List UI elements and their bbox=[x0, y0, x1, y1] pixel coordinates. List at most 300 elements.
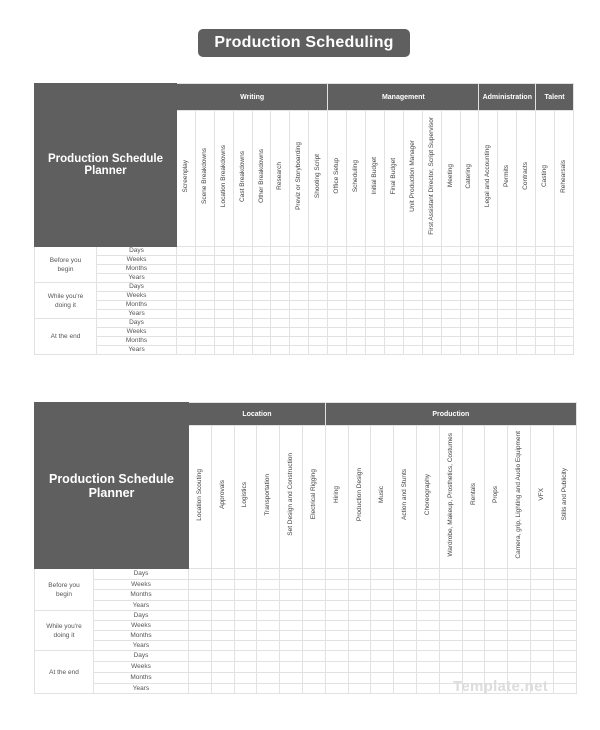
schedule-cell[interactable] bbox=[394, 651, 417, 662]
schedule-cell[interactable] bbox=[417, 651, 440, 662]
schedule-cell[interactable] bbox=[177, 346, 196, 355]
schedule-cell[interactable] bbox=[371, 621, 394, 631]
schedule-cell[interactable] bbox=[555, 256, 574, 265]
schedule-cell[interactable] bbox=[348, 662, 371, 673]
schedule-cell[interactable] bbox=[498, 328, 517, 337]
schedule-cell[interactable] bbox=[214, 319, 233, 328]
schedule-cell[interactable] bbox=[309, 328, 328, 337]
schedule-cell[interactable] bbox=[325, 651, 348, 662]
schedule-cell[interactable] bbox=[460, 319, 479, 328]
schedule-cell[interactable] bbox=[485, 580, 508, 590]
schedule-cell[interactable] bbox=[177, 319, 196, 328]
schedule-cell[interactable] bbox=[233, 265, 252, 274]
schedule-cell[interactable] bbox=[195, 301, 214, 310]
schedule-cell[interactable] bbox=[257, 569, 280, 580]
schedule-cell[interactable] bbox=[271, 274, 290, 283]
schedule-cell[interactable] bbox=[485, 611, 508, 621]
schedule-cell[interactable] bbox=[271, 346, 290, 355]
schedule-cell[interactable] bbox=[394, 590, 417, 601]
schedule-cell[interactable] bbox=[498, 256, 517, 265]
schedule-cell[interactable] bbox=[177, 337, 196, 346]
schedule-cell[interactable] bbox=[384, 310, 403, 319]
schedule-cell[interactable] bbox=[536, 337, 555, 346]
schedule-cell[interactable] bbox=[302, 601, 325, 611]
schedule-cell[interactable] bbox=[257, 651, 280, 662]
schedule-cell[interactable] bbox=[417, 590, 440, 601]
schedule-cell[interactable] bbox=[417, 631, 440, 641]
schedule-cell[interactable] bbox=[422, 283, 441, 292]
schedule-cell[interactable] bbox=[280, 641, 303, 651]
schedule-cell[interactable] bbox=[371, 684, 394, 694]
schedule-cell[interactable] bbox=[271, 319, 290, 328]
schedule-cell[interactable] bbox=[233, 310, 252, 319]
schedule-cell[interactable] bbox=[195, 265, 214, 274]
schedule-cell[interactable] bbox=[271, 247, 290, 256]
schedule-cell[interactable] bbox=[485, 590, 508, 601]
schedule-cell[interactable] bbox=[555, 283, 574, 292]
schedule-cell[interactable] bbox=[394, 641, 417, 651]
schedule-cell[interactable] bbox=[328, 283, 347, 292]
schedule-cell[interactable] bbox=[290, 310, 309, 319]
schedule-cell[interactable] bbox=[233, 319, 252, 328]
schedule-cell[interactable] bbox=[517, 337, 536, 346]
schedule-cell[interactable] bbox=[257, 601, 280, 611]
schedule-cell[interactable] bbox=[508, 611, 531, 621]
schedule-cell[interactable] bbox=[214, 274, 233, 283]
schedule-cell[interactable] bbox=[366, 292, 385, 301]
schedule-cell[interactable] bbox=[280, 590, 303, 601]
schedule-cell[interactable] bbox=[325, 621, 348, 631]
schedule-cell[interactable] bbox=[177, 283, 196, 292]
schedule-cell[interactable] bbox=[347, 337, 366, 346]
schedule-cell[interactable] bbox=[309, 301, 328, 310]
schedule-cell[interactable] bbox=[177, 328, 196, 337]
schedule-cell[interactable] bbox=[531, 631, 554, 641]
schedule-cell[interactable] bbox=[517, 283, 536, 292]
schedule-cell[interactable] bbox=[517, 265, 536, 274]
schedule-cell[interactable] bbox=[462, 611, 485, 621]
schedule-cell[interactable] bbox=[394, 662, 417, 673]
schedule-cell[interactable] bbox=[189, 590, 212, 601]
schedule-cell[interactable] bbox=[328, 247, 347, 256]
schedule-cell[interactable] bbox=[553, 641, 576, 651]
schedule-cell[interactable] bbox=[177, 301, 196, 310]
schedule-cell[interactable] bbox=[384, 292, 403, 301]
schedule-cell[interactable] bbox=[553, 651, 576, 662]
schedule-cell[interactable] bbox=[347, 292, 366, 301]
schedule-cell[interactable] bbox=[439, 580, 462, 590]
schedule-cell[interactable] bbox=[211, 621, 234, 631]
schedule-cell[interactable] bbox=[555, 346, 574, 355]
schedule-cell[interactable] bbox=[257, 673, 280, 684]
schedule-cell[interactable] bbox=[347, 310, 366, 319]
schedule-cell[interactable] bbox=[302, 590, 325, 601]
schedule-cell[interactable] bbox=[531, 611, 554, 621]
schedule-cell[interactable] bbox=[234, 569, 257, 580]
schedule-cell[interactable] bbox=[479, 337, 498, 346]
schedule-cell[interactable] bbox=[252, 310, 271, 319]
schedule-cell[interactable] bbox=[371, 651, 394, 662]
schedule-cell[interactable] bbox=[517, 319, 536, 328]
schedule-cell[interactable] bbox=[234, 641, 257, 651]
schedule-cell[interactable] bbox=[214, 265, 233, 274]
schedule-cell[interactable] bbox=[195, 337, 214, 346]
schedule-cell[interactable] bbox=[233, 283, 252, 292]
schedule-cell[interactable] bbox=[553, 631, 576, 641]
schedule-cell[interactable] bbox=[394, 684, 417, 694]
schedule-cell[interactable] bbox=[348, 590, 371, 601]
schedule-cell[interactable] bbox=[555, 319, 574, 328]
schedule-cell[interactable] bbox=[280, 611, 303, 621]
schedule-cell[interactable] bbox=[394, 601, 417, 611]
schedule-cell[interactable] bbox=[439, 631, 462, 641]
schedule-cell[interactable] bbox=[508, 662, 531, 673]
schedule-cell[interactable] bbox=[195, 328, 214, 337]
schedule-cell[interactable] bbox=[177, 274, 196, 283]
schedule-cell[interactable] bbox=[366, 310, 385, 319]
schedule-cell[interactable] bbox=[417, 684, 440, 694]
schedule-cell[interactable] bbox=[347, 283, 366, 292]
schedule-cell[interactable] bbox=[462, 569, 485, 580]
schedule-cell[interactable] bbox=[508, 590, 531, 601]
schedule-cell[interactable] bbox=[211, 684, 234, 694]
schedule-cell[interactable] bbox=[234, 662, 257, 673]
schedule-cell[interactable] bbox=[460, 337, 479, 346]
schedule-cell[interactable] bbox=[553, 580, 576, 590]
schedule-cell[interactable] bbox=[177, 265, 196, 274]
schedule-cell[interactable] bbox=[233, 328, 252, 337]
schedule-cell[interactable] bbox=[280, 580, 303, 590]
schedule-cell[interactable] bbox=[498, 247, 517, 256]
schedule-cell[interactable] bbox=[498, 274, 517, 283]
schedule-cell[interactable] bbox=[366, 256, 385, 265]
schedule-cell[interactable] bbox=[394, 569, 417, 580]
schedule-cell[interactable] bbox=[394, 621, 417, 631]
schedule-cell[interactable] bbox=[517, 247, 536, 256]
schedule-cell[interactable] bbox=[394, 611, 417, 621]
schedule-cell[interactable] bbox=[252, 328, 271, 337]
schedule-cell[interactable] bbox=[403, 328, 422, 337]
schedule-cell[interactable] bbox=[417, 611, 440, 621]
schedule-cell[interactable] bbox=[439, 601, 462, 611]
schedule-cell[interactable] bbox=[271, 256, 290, 265]
schedule-cell[interactable] bbox=[234, 590, 257, 601]
schedule-cell[interactable] bbox=[384, 337, 403, 346]
schedule-cell[interactable] bbox=[328, 346, 347, 355]
schedule-cell[interactable] bbox=[302, 651, 325, 662]
schedule-cell[interactable] bbox=[394, 631, 417, 641]
schedule-cell[interactable] bbox=[508, 641, 531, 651]
schedule-cell[interactable] bbox=[325, 641, 348, 651]
schedule-cell[interactable] bbox=[257, 621, 280, 631]
schedule-cell[interactable] bbox=[302, 641, 325, 651]
schedule-cell[interactable] bbox=[553, 673, 576, 684]
schedule-cell[interactable] bbox=[498, 310, 517, 319]
schedule-cell[interactable] bbox=[460, 274, 479, 283]
schedule-cell[interactable] bbox=[348, 651, 371, 662]
schedule-cell[interactable] bbox=[309, 247, 328, 256]
schedule-cell[interactable] bbox=[234, 611, 257, 621]
schedule-cell[interactable] bbox=[348, 673, 371, 684]
schedule-cell[interactable] bbox=[460, 265, 479, 274]
schedule-cell[interactable] bbox=[441, 337, 460, 346]
schedule-cell[interactable] bbox=[403, 319, 422, 328]
schedule-cell[interactable] bbox=[177, 310, 196, 319]
schedule-cell[interactable] bbox=[189, 651, 212, 662]
schedule-cell[interactable] bbox=[422, 310, 441, 319]
schedule-cell[interactable] bbox=[302, 580, 325, 590]
schedule-cell[interactable] bbox=[531, 590, 554, 601]
schedule-cell[interactable] bbox=[347, 247, 366, 256]
schedule-cell[interactable] bbox=[441, 256, 460, 265]
schedule-cell[interactable] bbox=[257, 684, 280, 694]
schedule-cell[interactable] bbox=[214, 283, 233, 292]
schedule-cell[interactable] bbox=[189, 601, 212, 611]
schedule-cell[interactable] bbox=[347, 265, 366, 274]
schedule-cell[interactable] bbox=[403, 274, 422, 283]
schedule-cell[interactable] bbox=[384, 301, 403, 310]
schedule-cell[interactable] bbox=[348, 580, 371, 590]
schedule-cell[interactable] bbox=[498, 319, 517, 328]
schedule-cell[interactable] bbox=[479, 274, 498, 283]
schedule-cell[interactable] bbox=[347, 301, 366, 310]
schedule-cell[interactable] bbox=[422, 319, 441, 328]
schedule-cell[interactable] bbox=[508, 569, 531, 580]
schedule-cell[interactable] bbox=[309, 292, 328, 301]
schedule-cell[interactable] bbox=[498, 301, 517, 310]
schedule-cell[interactable] bbox=[271, 328, 290, 337]
schedule-cell[interactable] bbox=[462, 641, 485, 651]
schedule-cell[interactable] bbox=[403, 265, 422, 274]
schedule-cell[interactable] bbox=[462, 580, 485, 590]
schedule-cell[interactable] bbox=[439, 662, 462, 673]
schedule-cell[interactable] bbox=[252, 292, 271, 301]
schedule-cell[interactable] bbox=[325, 684, 348, 694]
schedule-cell[interactable] bbox=[177, 247, 196, 256]
schedule-cell[interactable] bbox=[214, 256, 233, 265]
schedule-cell[interactable] bbox=[257, 631, 280, 641]
schedule-cell[interactable] bbox=[417, 601, 440, 611]
schedule-cell[interactable] bbox=[479, 301, 498, 310]
schedule-cell[interactable] bbox=[462, 631, 485, 641]
schedule-cell[interactable] bbox=[553, 601, 576, 611]
schedule-cell[interactable] bbox=[325, 673, 348, 684]
schedule-cell[interactable] bbox=[252, 337, 271, 346]
schedule-cell[interactable] bbox=[479, 292, 498, 301]
schedule-cell[interactable] bbox=[211, 631, 234, 641]
schedule-cell[interactable] bbox=[517, 256, 536, 265]
schedule-cell[interactable] bbox=[366, 283, 385, 292]
schedule-cell[interactable] bbox=[214, 292, 233, 301]
schedule-cell[interactable] bbox=[517, 346, 536, 355]
schedule-cell[interactable] bbox=[384, 346, 403, 355]
schedule-cell[interactable] bbox=[214, 337, 233, 346]
schedule-cell[interactable] bbox=[517, 274, 536, 283]
schedule-cell[interactable] bbox=[302, 611, 325, 621]
schedule-cell[interactable] bbox=[485, 621, 508, 631]
schedule-cell[interactable] bbox=[422, 247, 441, 256]
schedule-cell[interactable] bbox=[195, 256, 214, 265]
schedule-cell[interactable] bbox=[384, 283, 403, 292]
schedule-cell[interactable] bbox=[371, 641, 394, 651]
schedule-cell[interactable] bbox=[462, 621, 485, 631]
schedule-cell[interactable] bbox=[508, 651, 531, 662]
schedule-cell[interactable] bbox=[479, 256, 498, 265]
schedule-cell[interactable] bbox=[417, 662, 440, 673]
schedule-cell[interactable] bbox=[233, 301, 252, 310]
schedule-cell[interactable] bbox=[460, 256, 479, 265]
schedule-cell[interactable] bbox=[302, 673, 325, 684]
schedule-cell[interactable] bbox=[347, 256, 366, 265]
schedule-cell[interactable] bbox=[422, 265, 441, 274]
schedule-cell[interactable] bbox=[234, 580, 257, 590]
schedule-cell[interactable] bbox=[508, 621, 531, 631]
schedule-cell[interactable] bbox=[280, 569, 303, 580]
schedule-cell[interactable] bbox=[517, 328, 536, 337]
schedule-cell[interactable] bbox=[441, 319, 460, 328]
schedule-cell[interactable] bbox=[211, 641, 234, 651]
schedule-cell[interactable] bbox=[460, 283, 479, 292]
schedule-cell[interactable] bbox=[441, 247, 460, 256]
schedule-cell[interactable] bbox=[462, 651, 485, 662]
schedule-cell[interactable] bbox=[252, 301, 271, 310]
schedule-cell[interactable] bbox=[422, 256, 441, 265]
schedule-cell[interactable] bbox=[348, 641, 371, 651]
schedule-cell[interactable] bbox=[257, 662, 280, 673]
schedule-cell[interactable] bbox=[280, 662, 303, 673]
schedule-cell[interactable] bbox=[485, 641, 508, 651]
schedule-cell[interactable] bbox=[384, 265, 403, 274]
schedule-cell[interactable] bbox=[403, 301, 422, 310]
schedule-cell[interactable] bbox=[271, 301, 290, 310]
schedule-cell[interactable] bbox=[195, 247, 214, 256]
schedule-cell[interactable] bbox=[214, 301, 233, 310]
schedule-cell[interactable] bbox=[290, 337, 309, 346]
schedule-cell[interactable] bbox=[536, 292, 555, 301]
schedule-cell[interactable] bbox=[290, 301, 309, 310]
schedule-cell[interactable] bbox=[302, 621, 325, 631]
schedule-cell[interactable] bbox=[555, 328, 574, 337]
schedule-cell[interactable] bbox=[536, 310, 555, 319]
schedule-cell[interactable] bbox=[211, 590, 234, 601]
schedule-cell[interactable] bbox=[485, 662, 508, 673]
schedule-cell[interactable] bbox=[309, 274, 328, 283]
schedule-cell[interactable] bbox=[555, 310, 574, 319]
schedule-cell[interactable] bbox=[214, 247, 233, 256]
schedule-cell[interactable] bbox=[417, 641, 440, 651]
schedule-cell[interactable] bbox=[280, 621, 303, 631]
schedule-cell[interactable] bbox=[328, 337, 347, 346]
schedule-cell[interactable] bbox=[441, 301, 460, 310]
schedule-cell[interactable] bbox=[403, 256, 422, 265]
schedule-cell[interactable] bbox=[211, 611, 234, 621]
schedule-cell[interactable] bbox=[517, 301, 536, 310]
schedule-cell[interactable] bbox=[371, 631, 394, 641]
schedule-cell[interactable] bbox=[553, 569, 576, 580]
schedule-cell[interactable] bbox=[371, 601, 394, 611]
schedule-cell[interactable] bbox=[233, 337, 252, 346]
schedule-cell[interactable] bbox=[325, 569, 348, 580]
schedule-cell[interactable] bbox=[189, 580, 212, 590]
schedule-cell[interactable] bbox=[417, 580, 440, 590]
schedule-cell[interactable] bbox=[195, 319, 214, 328]
schedule-cell[interactable] bbox=[252, 274, 271, 283]
schedule-cell[interactable] bbox=[439, 641, 462, 651]
schedule-cell[interactable] bbox=[460, 247, 479, 256]
schedule-cell[interactable] bbox=[441, 265, 460, 274]
schedule-cell[interactable] bbox=[366, 274, 385, 283]
schedule-cell[interactable] bbox=[309, 256, 328, 265]
schedule-cell[interactable] bbox=[422, 346, 441, 355]
schedule-cell[interactable] bbox=[366, 247, 385, 256]
schedule-cell[interactable] bbox=[195, 346, 214, 355]
schedule-cell[interactable] bbox=[531, 641, 554, 651]
schedule-cell[interactable] bbox=[441, 274, 460, 283]
schedule-cell[interactable] bbox=[531, 621, 554, 631]
schedule-cell[interactable] bbox=[271, 283, 290, 292]
schedule-cell[interactable] bbox=[371, 662, 394, 673]
schedule-cell[interactable] bbox=[211, 569, 234, 580]
schedule-cell[interactable] bbox=[325, 590, 348, 601]
schedule-cell[interactable] bbox=[328, 274, 347, 283]
schedule-cell[interactable] bbox=[195, 292, 214, 301]
schedule-cell[interactable] bbox=[302, 684, 325, 694]
schedule-cell[interactable] bbox=[441, 292, 460, 301]
schedule-cell[interactable] bbox=[214, 310, 233, 319]
schedule-cell[interactable] bbox=[498, 346, 517, 355]
schedule-cell[interactable] bbox=[290, 256, 309, 265]
schedule-cell[interactable] bbox=[309, 283, 328, 292]
schedule-cell[interactable] bbox=[555, 265, 574, 274]
schedule-cell[interactable] bbox=[309, 265, 328, 274]
schedule-cell[interactable] bbox=[234, 601, 257, 611]
schedule-cell[interactable] bbox=[325, 611, 348, 621]
schedule-cell[interactable] bbox=[328, 292, 347, 301]
schedule-cell[interactable] bbox=[252, 283, 271, 292]
schedule-cell[interactable] bbox=[555, 301, 574, 310]
schedule-cell[interactable] bbox=[439, 590, 462, 601]
schedule-cell[interactable] bbox=[252, 265, 271, 274]
schedule-cell[interactable] bbox=[347, 346, 366, 355]
schedule-cell[interactable] bbox=[234, 631, 257, 641]
schedule-cell[interactable] bbox=[189, 631, 212, 641]
schedule-cell[interactable] bbox=[290, 292, 309, 301]
schedule-cell[interactable] bbox=[441, 283, 460, 292]
schedule-cell[interactable] bbox=[536, 319, 555, 328]
schedule-cell[interactable] bbox=[348, 631, 371, 641]
schedule-cell[interactable] bbox=[460, 292, 479, 301]
schedule-cell[interactable] bbox=[302, 631, 325, 641]
schedule-cell[interactable] bbox=[555, 274, 574, 283]
schedule-cell[interactable] bbox=[189, 569, 212, 580]
schedule-cell[interactable] bbox=[234, 621, 257, 631]
schedule-cell[interactable] bbox=[485, 651, 508, 662]
schedule-cell[interactable] bbox=[325, 662, 348, 673]
schedule-cell[interactable] bbox=[441, 310, 460, 319]
schedule-cell[interactable] bbox=[531, 580, 554, 590]
schedule-cell[interactable] bbox=[479, 346, 498, 355]
schedule-cell[interactable] bbox=[328, 328, 347, 337]
schedule-cell[interactable] bbox=[439, 569, 462, 580]
schedule-cell[interactable] bbox=[441, 328, 460, 337]
schedule-cell[interactable] bbox=[403, 292, 422, 301]
schedule-cell[interactable] bbox=[290, 274, 309, 283]
schedule-cell[interactable] bbox=[531, 569, 554, 580]
schedule-cell[interactable] bbox=[290, 247, 309, 256]
schedule-cell[interactable] bbox=[211, 580, 234, 590]
schedule-cell[interactable] bbox=[517, 310, 536, 319]
schedule-cell[interactable] bbox=[536, 274, 555, 283]
